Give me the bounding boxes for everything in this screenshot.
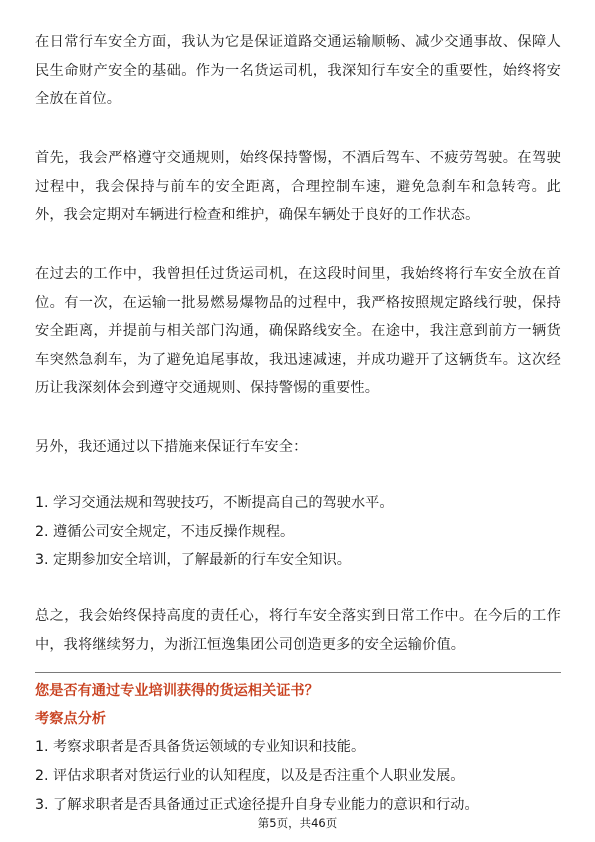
list-item: 1. 学习交通法规和驾驶技巧，不断提高自己的驾驶水平。 bbox=[35, 495, 394, 511]
conclusion-paragraph: 总之，我会始终保持高度的责任心，将行车安全落实到日常工作中。在今后的工作中，我将继续努力，为浙江恒逸集团公司创造更多的安全运输价值。 bbox=[35, 608, 561, 653]
page-number: 第5页，共46页 bbox=[257, 816, 338, 830]
analysis-heading: 考察点分析 bbox=[35, 711, 106, 727]
list-item: 1. 考察求职者是否具备货运领域的专业知识和技能。 bbox=[35, 739, 366, 755]
list-item: 2. 遵循公司安全规定，不违反操作规程。 bbox=[35, 523, 295, 540]
question-title: 您是否有通过专业培训获得的货运相关证书？ bbox=[35, 683, 319, 699]
paragraph-1: 在日常行车安全方面，我认为它是保证道路交通运输顺畅、减少交通事故、保障人民生命财产安全的基础。作为一名货运司机，我深知行车安全的重要性，始终将安全放在首位。 bbox=[35, 34, 561, 107]
measures-intro: 另外，我还通过以下措施来保证行车安全： bbox=[35, 439, 308, 455]
paragraph-3: 在过去的工作中，我曾担任过货运司机，在这段时间里，我始终将行车安全放在首位。有一次，在运输一批易燃易爆物品的过程中，我严格按照规定路线行驶，保持安全距离，并提前与相关部门沟通，确保路线安全。在途中，我注意到前方一辆货车突然急刹车，为了避免追尾事故，我迅速减速，并成功避开了这辆货车。这次经历让我深刻体会到遵守交通规则、保持警惕的重要性。 bbox=[35, 266, 561, 396]
list-item: 2. 评估求职者对货运行业的认知程度，以及是否注重个人职业发展。 bbox=[35, 768, 465, 784]
list-item: 3. 定期参加安全培训，了解最新的行车安全知识。 bbox=[35, 552, 351, 568]
list-item: 3. 了解求职者是否具备通过正式途径提升自身专业能力的意识和行动。 bbox=[35, 797, 479, 813]
section-divider bbox=[35, 672, 561, 673]
paragraph-2: 首先，我会严格遵守交通规则，始终保持警惕，不酒后驾车、不疲劳驾驶。在驾驶过程中，我会保持与前车的安全距离，合理控制车速，避免急刹车和急转弯。此外，我会定期对车辆进行检查和维护，确保车辆处于良好的工作状态。 bbox=[35, 150, 561, 223]
analysis-list bbox=[35, 733, 479, 820]
measures-list bbox=[35, 489, 394, 575]
